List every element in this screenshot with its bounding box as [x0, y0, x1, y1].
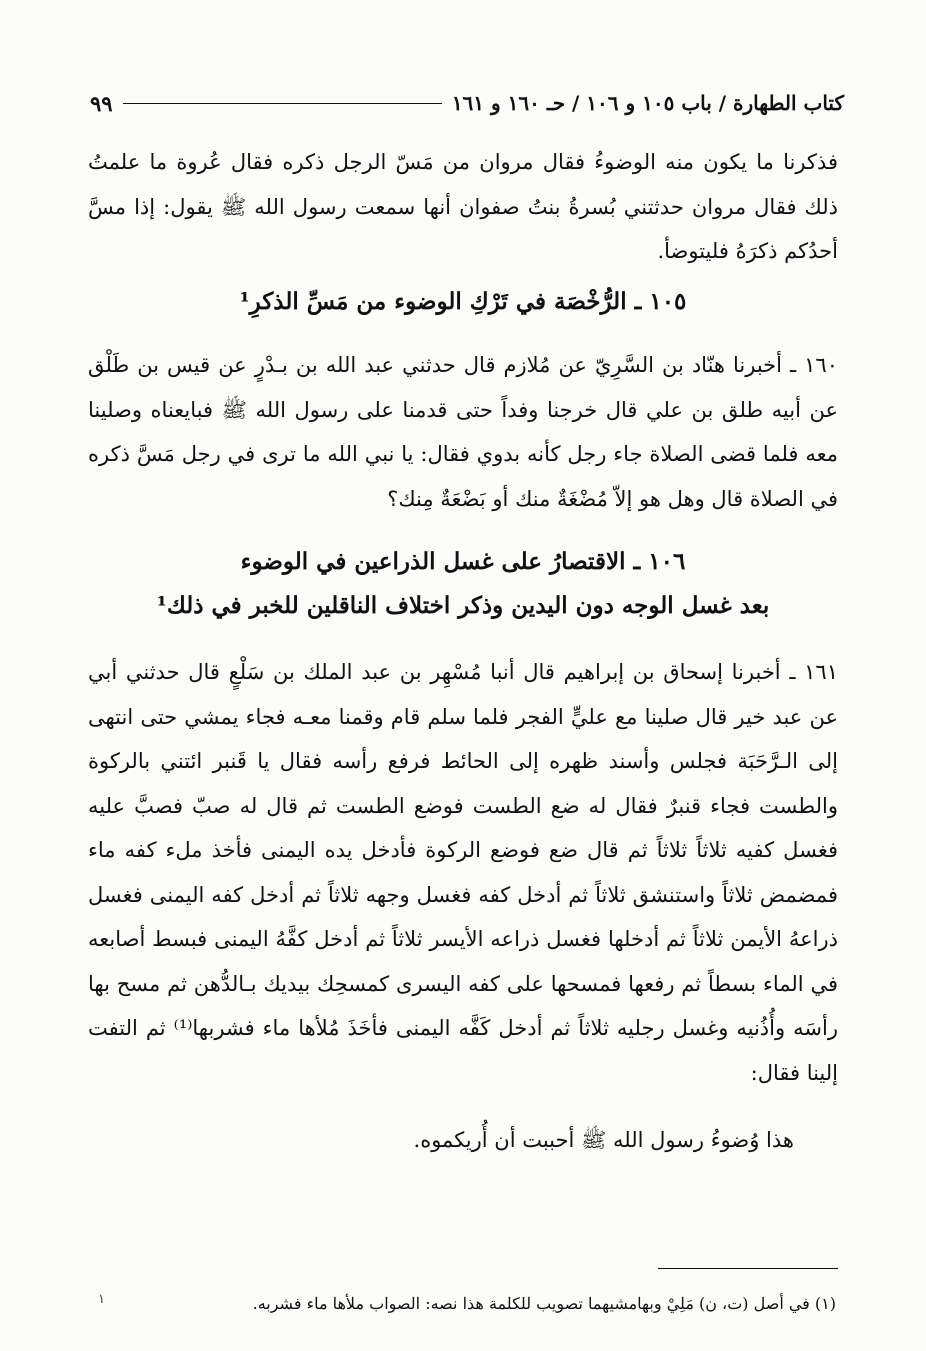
header-rule [123, 103, 442, 104]
hadith-160: ١٦٠ ـ أخبرنا هنّاد بن السَّرِيّ عن مُلازم قال حدثني عبد الله بن بـدْرٍ عن قيس بن طَلْق عن أبيه طلق بن علي قال خرجنا وفداً حتى قدمنا على رسول الله ﷺ فبايعناه وصلينا معه فلما قضى الصلاة جاء رجل كأنه بدوي فقال: يا نبي الله ما ترى في رجل مَسَّ ذكره في الصلاة قال وهل هو إلاّ مُضْغَةٌ منك أو بَضْعَةٌ مِنك؟ [88, 353, 838, 511]
running-header [90, 86, 844, 120]
footnote-rule [658, 1268, 838, 1269]
chapter-106-title-line1: ١٠٦ ـ الاقتصارُ على غسل الذراعين في الوضوء [240, 548, 686, 575]
header-title: كتاب الطهارة / باب ١٠٥ و ١٠٦ / حـ ١٦٠ و ١٦١ [451, 91, 844, 115]
margin-mark: ١ [98, 1292, 105, 1307]
intro-paragraph: فذكرنا ما يكون منه الوضوءُ فقال مروان من مَسّ الرجل ذكره فقال عُروة ما علمتُ ذلك فقال مروان حدثتني بُسرةُ بنتُ صفوان أنها سمعت رسول الله ﷺ يقول: إذا مسَّ أحدُكم ذكرَهُ فليتوضأ. [88, 150, 838, 263]
chapter-105-title: ١٠٥ ـ الرُّخْصَة في تَرْكِ الوضوء من مَسِّ الذكرِ¹ [239, 288, 687, 315]
page-number: ٩٩ [90, 90, 113, 116]
chapter-106-title-line2: بعد غسل الوجه دون اليدين وذكر اختلاف الناقلين للخبر في ذلك¹ [156, 592, 770, 619]
footnote: (١) في أصل (ت، ن) مَلِيْ وبهامشيهما تصويب للكلمة هذا نصه: الصواب ملأها ماء فشربه. [252, 1294, 836, 1313]
hadith-161: ١٦١ ـ أخبرنا إسحاق بن إبراهيم قال أنبا مُسْهِر بن عبد الملك بن سَلْعٍ قال حدثني أبي عن عبد خير قال صلينا مع عليٍّ الفجر فلما سلم قام وقمنا معـه فجاء يمشي حتى انتهى إلى الـرَّحَبَة فجلس وأسند ظهره إلى الحائط فرفع رأسه فقال يا قَنبر ائتني بالركوة والطست فجاء قنبرٌ فقال له ضع الطست فوضع الطست ثم قال له صبّ فصبَّ عليه فغسل كفيه ثلاثاً ثلاثاً ثم قال ضع فوضع الركوة فأدخل يده اليمنى فأخذ ملء كفه ماء فمضمض ثلاثاً واستنشق ثلاثاً ثم أدخل كفه فغسل وجهه ثلاثاً ثم أدخل كفه اليمنى فغسل ذراعهُ الأيمن ثلاثاً ثم أدخلها فغسل ذراعه الأيسر ثلاثاً ثم أدخل كفَّهُ اليمنى فبسط أصابعه في الماء بسطاً ثم رفعها فمسحها على كفه اليسرى كمسحِك بيديك بـالدُّهن ثم مسح بها رأسَه وأُذُنيه وغسل رجليه ثلاثاً ثم أدخل كَفَّه اليمنى فأخَذَ مُلأها ماء فشربها⁽¹⁾ ثم التفت إلينا فقال: [88, 660, 838, 1085]
closing-line: هذا وُضوءُ رسول الله ﷺ أحببت أن أُريكموه. [413, 1128, 794, 1152]
